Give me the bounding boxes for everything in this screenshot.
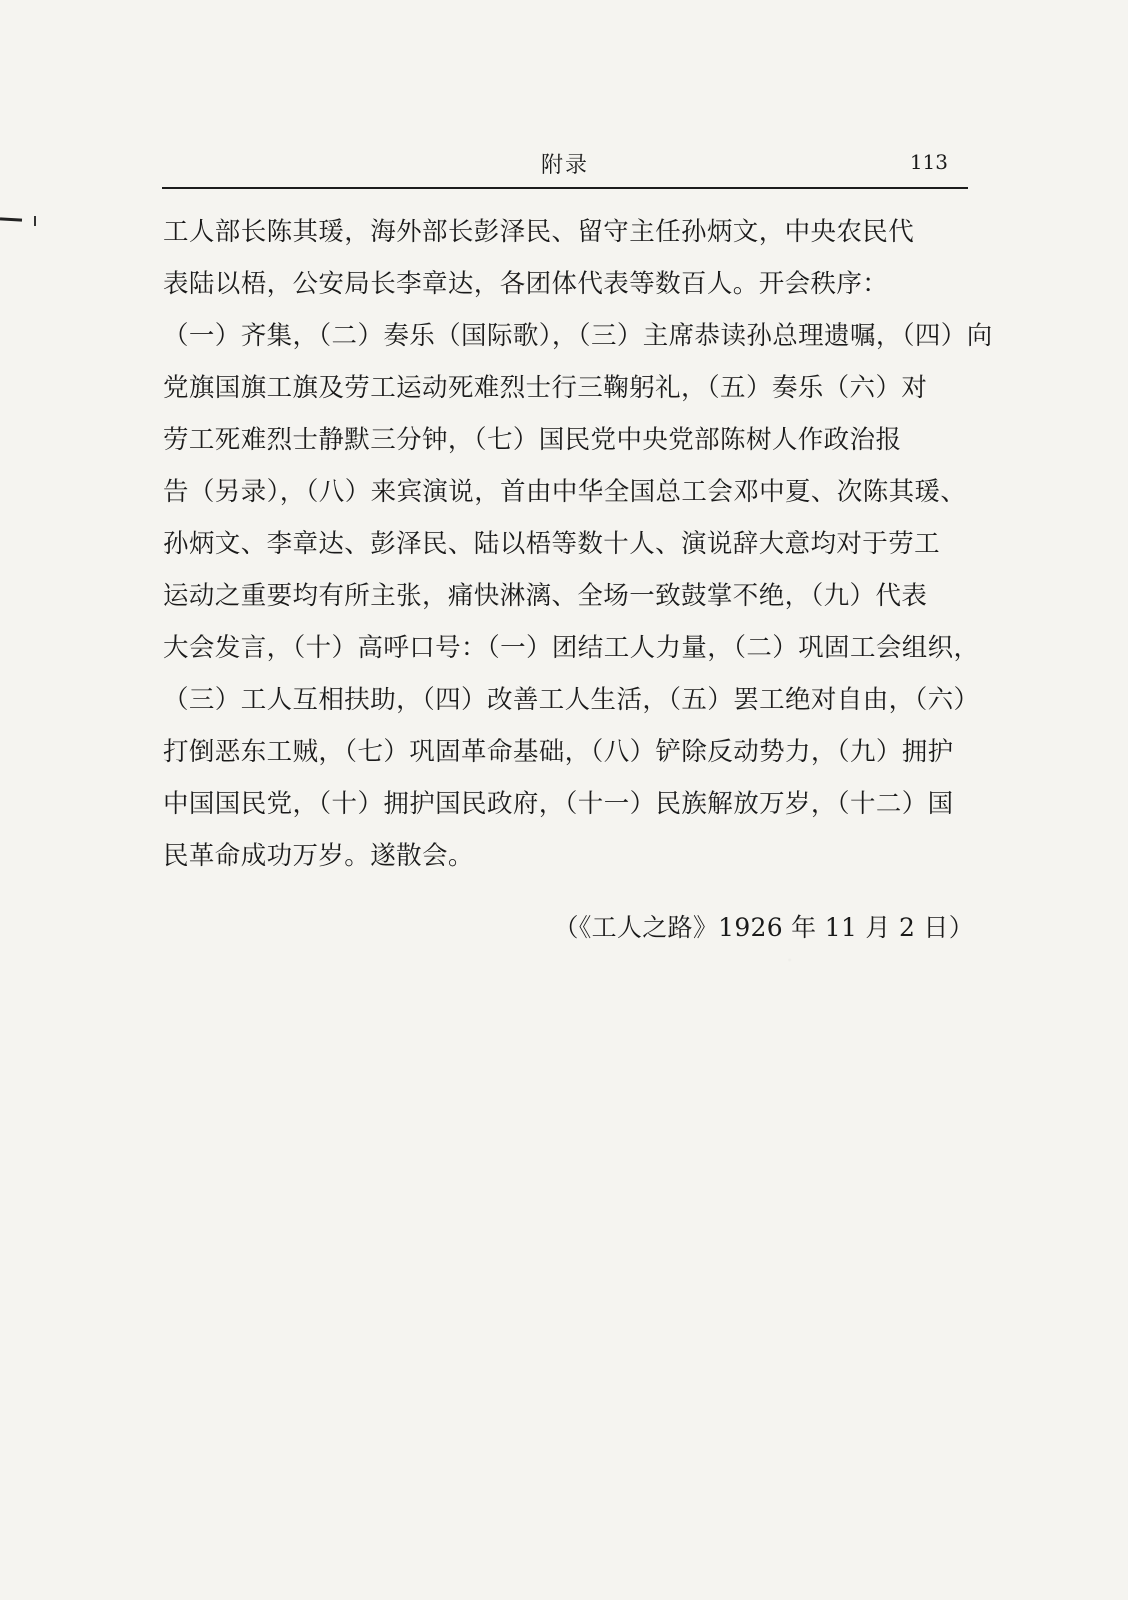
- text-line: 中国国民党，（十）拥护国民政府，（十一）民族解放万岁，（十二）国: [163, 789, 954, 819]
- source-citation: （《工人之路》1926 年 11 月 2 日）: [553, 913, 974, 942]
- text-line: 民革命成功万岁。遂散会。: [163, 841, 474, 871]
- text-line: （一）齐集，（二）奏乐（国际歌），（三）主席恭读孙总理遗嘱，（四）向: [163, 321, 993, 351]
- text-line: 大会发言，（十）高呼口号：（一）团结工人力量，（二）巩固工会组织，: [163, 633, 980, 663]
- text-line: 打倒恶东工贼，（七）巩固革命基础，（八）铲除反动势力，（九）拥护: [163, 737, 954, 767]
- text-line: 党旗国旗工旗及劳工运动死难烈士行三鞠躬礼，（五）奏乐（六）对: [163, 373, 928, 403]
- text-line: 告（另录），（八）来宾演说，首由中华全国总工会邓中夏、次陈其瑗、: [163, 477, 967, 507]
- header-title: 附录: [540, 153, 589, 178]
- scan-artifact-mark: [0, 217, 22, 221]
- text-line: 孙炳文、李章达、彭泽民、陆以梧等数十人、演说辞大意均对于劳工: [163, 529, 941, 559]
- text-line: 工人部长陈其瑗，海外部长彭泽民、留守主任孙炳文，中央农民代: [163, 217, 915, 247]
- text-line: （三）工人互相扶助，（四）改善工人生活，（五）罢工绝对自由，（六）: [163, 685, 980, 715]
- text-line: 劳工死难烈士静默三分钟，（七）国民党中央党部陈树人作政治报: [163, 425, 902, 455]
- text-line: 运动之重要均有所主张，痛快淋漓、全场一致鼓掌不绝，（九）代表: [163, 581, 928, 611]
- header-rule: [162, 187, 968, 189]
- running-header: [162, 148, 968, 190]
- text-line: 表陆以梧，公安局长李章达，各团体代表等数百人。开会秩序：: [163, 269, 889, 299]
- scan-artifact-tick: [34, 216, 36, 226]
- body-paragraph: [163, 206, 993, 882]
- page-number: 113: [909, 150, 948, 174]
